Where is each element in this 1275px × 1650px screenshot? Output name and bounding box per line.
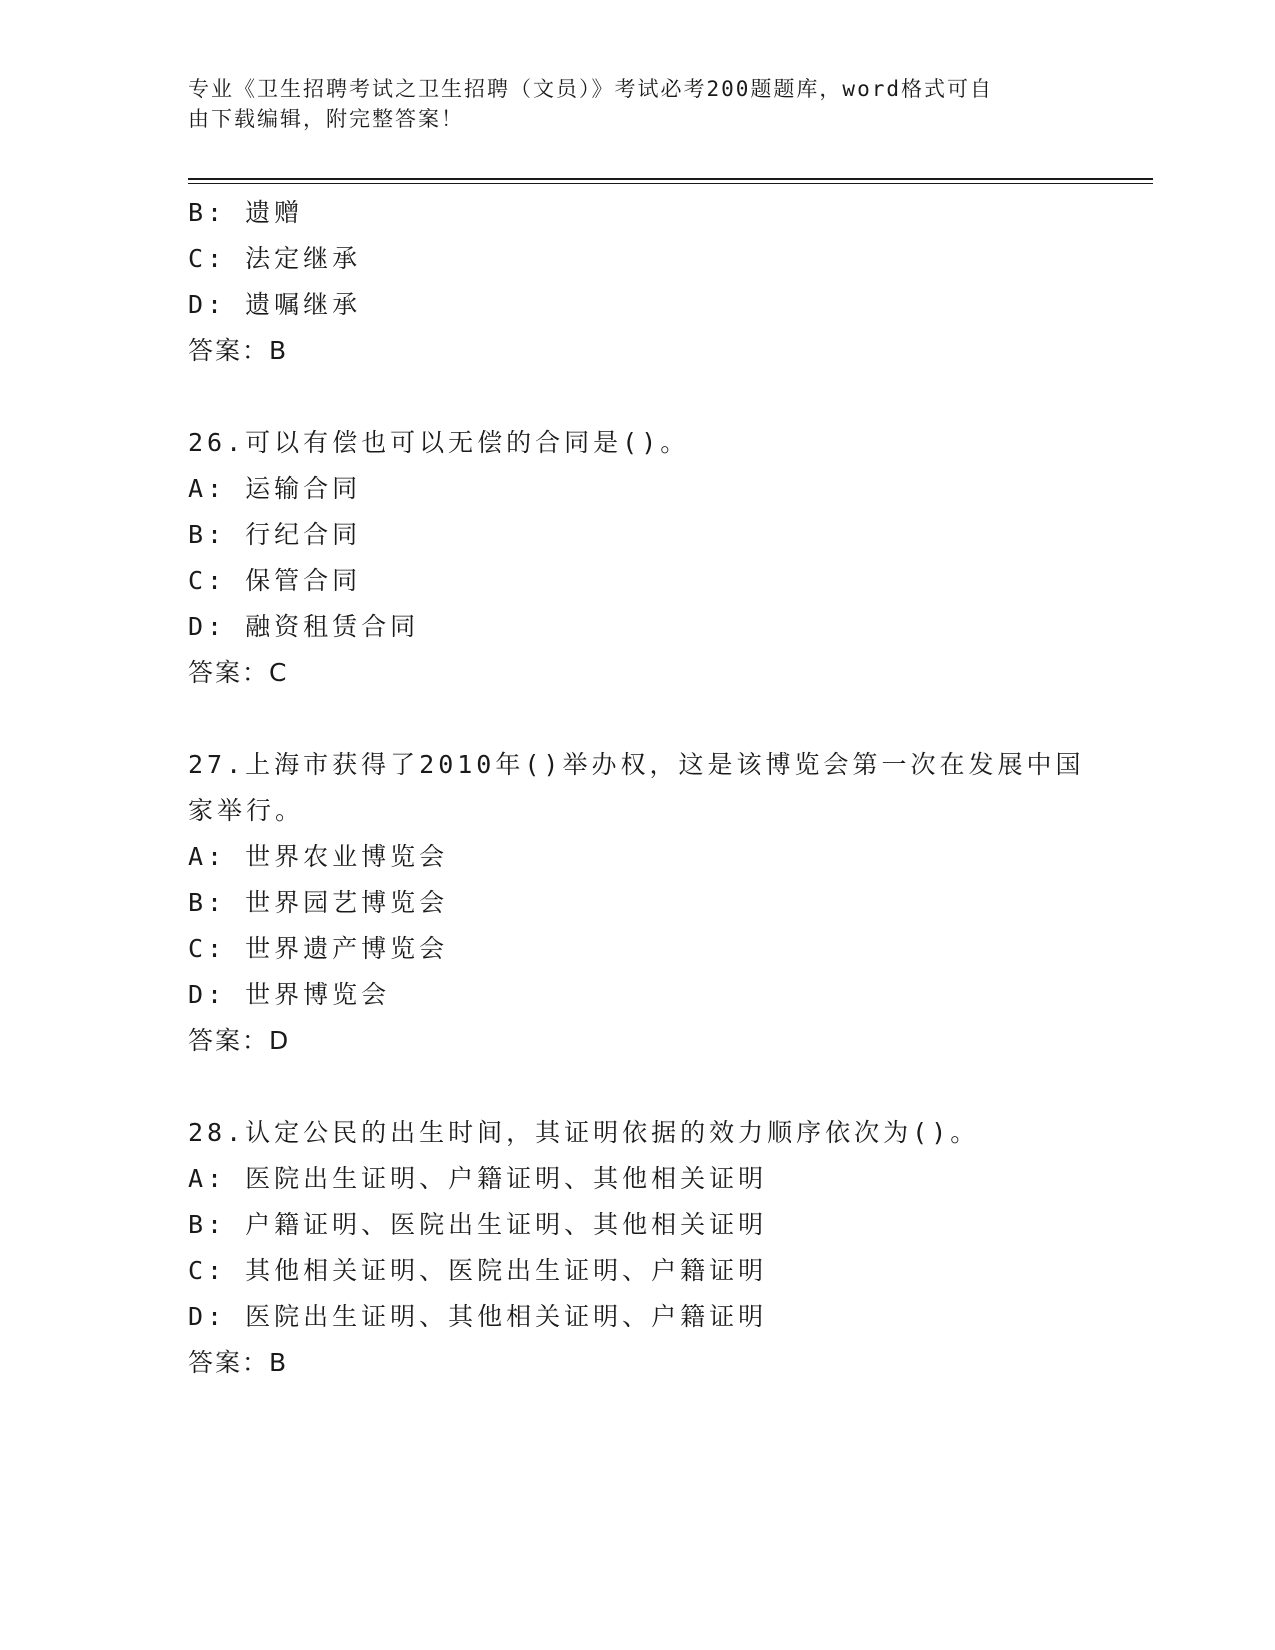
header-divider-thick <box>188 178 1153 180</box>
question-block-27 <box>188 742 1085 1064</box>
option-c: C: 世界遗产博览会 <box>188 934 449 963</box>
spacer <box>188 1064 1068 1110</box>
option-d: D: 融资租赁合同 <box>188 612 420 641</box>
answer-line: 答案：D <box>188 1026 291 1055</box>
option-a: A: 医院出生证明、户籍证明、其他相关证明 <box>188 1164 768 1193</box>
option-c: C: 保管合同 <box>188 566 362 595</box>
header-line-1: 专业《卫生招聘考试之卫生招聘（文员）》考试必考200题题库，word格式可自 <box>188 77 993 101</box>
option-d: D: 世界博览会 <box>188 980 391 1009</box>
spacer <box>188 696 1068 742</box>
document-header <box>188 74 1068 134</box>
question-block-28 <box>188 1110 1068 1386</box>
spacer <box>188 374 1068 420</box>
question-block-25 <box>188 190 1068 374</box>
option-b: B: 户籍证明、医院出生证明、其他相关证明 <box>188 1210 768 1239</box>
header-line-2: 由下载编辑，附完整答案！ <box>188 107 464 131</box>
option-a: A: 运输合同 <box>188 474 362 503</box>
answer-line: 答案：C <box>188 658 289 687</box>
option-d: D: 医院出生证明、其他相关证明、户籍证明 <box>188 1302 768 1331</box>
question-text-line-1: 27.上海市获得了2010年()举办权，这是该博览会第一次在发展中国 <box>188 750 1085 779</box>
option-c: C: 其他相关证明、医院出生证明、户籍证明 <box>188 1256 768 1285</box>
header-divider-thin <box>188 183 1153 184</box>
question-list <box>188 190 1085 1386</box>
option-b: B: 世界园艺博览会 <box>188 888 449 917</box>
question-text: 26.可以有偿也可以无偿的合同是()。 <box>188 428 690 457</box>
option-b: B: 行纪合同 <box>188 520 362 549</box>
question-text: 28.认定公民的出生时间，其证明依据的效力顺序依次为()。 <box>188 1118 980 1147</box>
option-b: B: 遗赠 <box>188 198 304 227</box>
answer-line: 答案：B <box>188 336 289 365</box>
option-d: D: 遗嘱继承 <box>188 290 362 319</box>
option-c: C: 法定继承 <box>188 244 362 273</box>
question-text-line-2: 家举行。 <box>188 796 305 825</box>
answer-line: 答案：B <box>188 1348 289 1377</box>
option-a: A: 世界农业博览会 <box>188 842 449 871</box>
question-block-26 <box>188 420 1068 696</box>
